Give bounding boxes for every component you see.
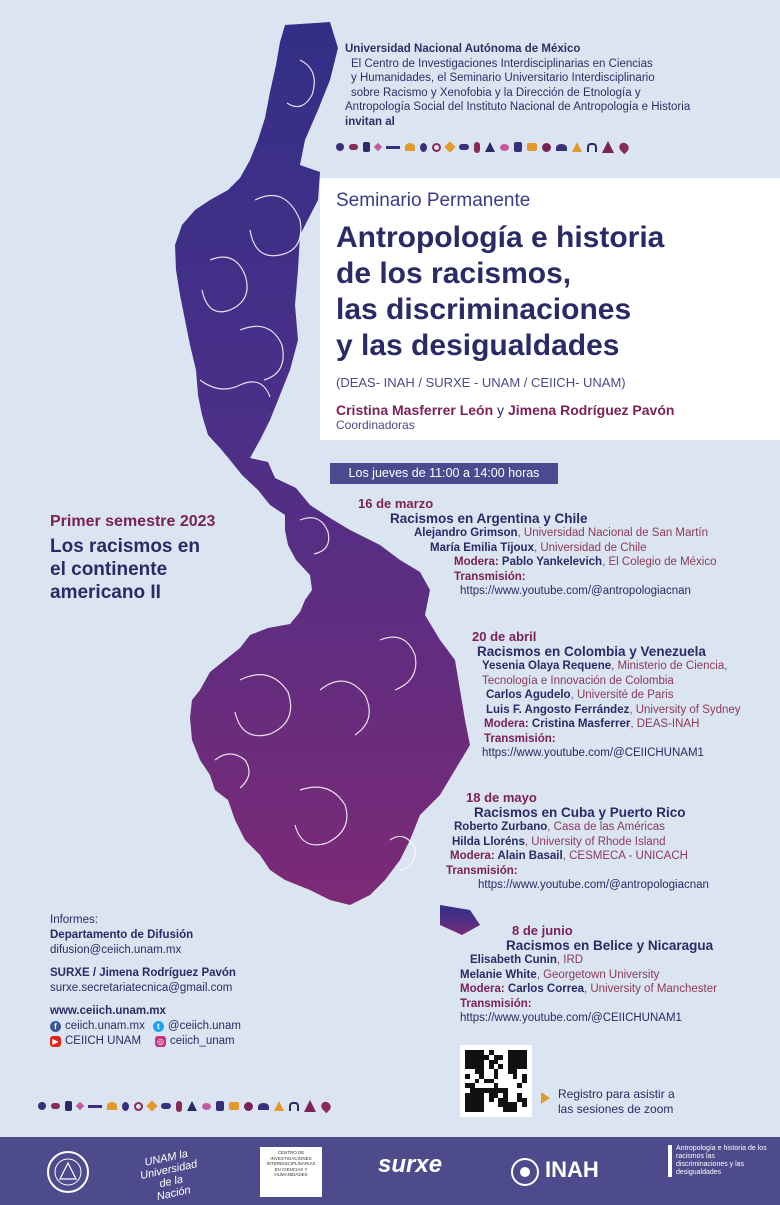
speaker-name: Elisabeth Cunin: [470, 954, 557, 966]
unam-seal-logo: [45, 1149, 91, 1195]
seminar-title: [336, 220, 776, 364]
speaker-name: Alejandro Grimson: [414, 527, 518, 539]
inah-logo: [545, 1157, 599, 1183]
speaker-name: María Emilia Tijoux: [430, 541, 534, 554]
facebook-icon: f: [50, 1021, 61, 1032]
moderator-name: Pablo Yankelevich: [501, 556, 603, 568]
seminario-logo-text: Antropología e historia de los racismos las discriminaciones y las desigualdades: [676, 1145, 767, 1176]
organizers-line: y Humanidades, el Seminario Universitario Interdisciplinario: [351, 72, 655, 84]
youtube-handle[interactable]: CEIICH UNAM: [65, 1035, 142, 1047]
session-title: Racismos en Cuba y Puerto Rico: [474, 804, 686, 820]
speaker-line: [472, 674, 772, 689]
speaker-institution: , Universidad Nacional de San Martín: [517, 527, 709, 539]
seminar-title-line: de los racismos,: [336, 257, 572, 290]
speaker-line: [358, 526, 758, 541]
website-link[interactable]: www.ceiich.unam.mx: [50, 1005, 166, 1017]
speaker-name: Roberto Zurbano: [454, 821, 548, 833]
institutions-text: (DEAS- INAH / SURXE - UNAM / CEIICH- UNAM): [336, 375, 626, 390]
surxe-email[interactable]: surxe.secretariatecnica@gmail.com: [50, 982, 233, 994]
semester-title-line: Los racismos en: [50, 536, 200, 557]
speaker-name: Hilda Lloréns: [452, 835, 525, 848]
moderator-name: Cristina Masferrer: [531, 718, 631, 730]
schedule-badge: Los jueves de 11:00 a 14:00 horas: [330, 463, 558, 484]
coordinators-label: Coordinadoras: [336, 418, 415, 432]
organizers-line: sobre Racismo y Xenofobia y la Dirección de Etnología y: [351, 86, 641, 99]
session-date: 18 de mayo: [466, 790, 537, 805]
moderator-label: Modera:: [484, 718, 532, 730]
session-card: [358, 497, 758, 599]
speaker-line: [472, 703, 772, 718]
university-name: Universidad Nacional Autónoma de México: [345, 43, 581, 55]
speaker-institution: , University of Sydney: [629, 703, 741, 716]
moderator-institution: , El Colegio de México: [602, 556, 717, 568]
transmission-label: Transmisión:: [454, 570, 526, 583]
info-label: Informes:: [50, 914, 98, 926]
instagram-handle[interactable]: ceiich_unam: [170, 1035, 235, 1047]
youtube-icon: ▶: [50, 1036, 61, 1047]
speaker-institution: , IRD: [556, 954, 584, 966]
speaker-institution: , Casa de las Américas: [547, 821, 665, 833]
ceiich-logo: [260, 1147, 322, 1197]
ceiich-logo-text: CENTRO DE INVESTIGACIONES INTERDISCIPLINARIAS EN CIENCIAS Y HUMANIDADES: [266, 1150, 316, 1177]
moderator-name: Alain Basail: [497, 850, 563, 862]
speaker-line: [454, 820, 776, 835]
speaker-line: [358, 541, 758, 556]
session-title: Racismos en Colombia y Venezuela: [477, 643, 706, 659]
speaker-line: [452, 835, 776, 850]
surxe-contact: SURXE / Jimena Rodríguez Pavón: [50, 967, 236, 979]
speaker-institution: , Georgetown University: [536, 968, 660, 981]
seminar-title-line: y las desigualdades: [336, 329, 620, 362]
session-date: 16 de marzo: [358, 496, 434, 511]
moderator-label: Modera:: [454, 556, 502, 568]
registration-qr-code[interactable]: [460, 1045, 532, 1117]
moderator-line: [472, 717, 772, 732]
session-card: [446, 790, 776, 893]
youtube-link[interactable]: https://www.youtube.com/@CEIICHUNAM1: [460, 1012, 682, 1024]
session-date: 20 de abril: [472, 629, 537, 644]
transmission-label: Transmisión:: [484, 732, 556, 745]
session-card: [472, 630, 772, 761]
speaker-institution: , Université de Paris: [570, 689, 674, 701]
organizers-block: [345, 42, 745, 129]
surxe-logo-text: surxe: [378, 1151, 443, 1178]
registration-line: Registro para asistir a: [558, 1087, 675, 1101]
session-date: 8 de junio: [512, 923, 573, 938]
unam-nacion-logo-text: UNAM la Universidad de la Nación: [139, 1147, 199, 1204]
registration-line: las sesiones de zoom: [558, 1102, 674, 1116]
seminar-title-line: Antropología e historia: [336, 221, 665, 254]
registration-text: [558, 1087, 675, 1117]
moderator-line: [460, 982, 770, 997]
decorative-shapes-top: [336, 141, 629, 153]
coordinator-and: y: [493, 402, 508, 418]
organizers-line: Antropología Social del Instituto Nacional de Antropología e Historia: [345, 101, 691, 113]
twitter-handle[interactable]: @ceiich.unam: [167, 1020, 241, 1032]
arrow-right-icon: [541, 1092, 550, 1104]
speaker-institution: , Ministerio de Ciencia,: [611, 660, 728, 672]
surxe-logo: [378, 1151, 442, 1179]
speaker-institution: Tecnología e Innovación de Colombia: [482, 674, 674, 687]
dept-name: Departamento de Difusión: [50, 929, 194, 941]
instagram-icon: ◎: [155, 1036, 166, 1047]
semester-label: Primer semestre 2023: [50, 513, 216, 530]
seminar-label: Seminario Permanente: [336, 190, 531, 211]
semester-title: [50, 535, 280, 604]
semester-title-line: el continente: [50, 559, 168, 580]
coordinator-name: Jimena Rodríguez Pavón: [507, 402, 675, 418]
speaker-institution: , Universidad de Chile: [533, 541, 647, 554]
inah-logo-text: INAH: [545, 1157, 599, 1182]
session-title: Racismos en Belice y Nicaragua: [506, 937, 714, 953]
facebook-handle[interactable]: ceiich.unam.mx: [65, 1020, 145, 1032]
transmission-label: Transmisión:: [460, 997, 532, 1010]
coordinator-name: Cristina Masferrer León: [336, 402, 494, 418]
social-row: [50, 1034, 310, 1049]
speaker-name: Luis F. Angosto Ferrández: [486, 703, 630, 716]
seminario-logo: [668, 1145, 768, 1177]
moderator-label: Modera:: [450, 850, 498, 862]
speaker-line: [472, 659, 772, 674]
twitter-icon: t: [153, 1021, 164, 1032]
semester-title-line: americano II: [50, 582, 161, 603]
unam-nacion-logo: [136, 1146, 205, 1205]
moderator-line: [358, 555, 758, 570]
moderator-institution: , CESMECA - UNICACH: [562, 850, 688, 862]
moderator-institution: , DEAS-INAH: [630, 718, 700, 730]
coordinators: [336, 402, 674, 418]
inah-emblem-icon: [508, 1155, 542, 1189]
speaker-name: Carlos Agudelo: [486, 689, 571, 701]
decorative-shapes-bottom: [38, 1100, 331, 1112]
invite-text: invitan al: [345, 115, 395, 128]
session-card: [460, 924, 770, 1026]
youtube-link[interactable]: https://www.youtube.com/@CEIICHUNAM1: [482, 747, 704, 759]
footer-logos-bar: [0, 1137, 780, 1205]
speaker-institution: , University of Rhode Island: [524, 835, 666, 848]
speaker-line: [460, 968, 770, 983]
session-title: Racismos en Argentina y Chile: [390, 510, 588, 526]
seminar-title-line: las discriminaciones: [336, 293, 632, 326]
moderator-label: Modera:: [460, 983, 508, 995]
youtube-link[interactable]: https://www.youtube.com/@antropologiacnan: [478, 879, 709, 891]
qr-pattern: [465, 1050, 527, 1112]
contact-block: [50, 913, 310, 1049]
speaker-name: Melanie White: [460, 968, 537, 981]
transmission-label: Transmisión:: [446, 864, 518, 877]
youtube-link[interactable]: https://www.youtube.com/@antropologiacnan: [460, 585, 691, 597]
social-row: [50, 1019, 310, 1034]
moderator-name: Carlos Correa: [507, 983, 584, 995]
speaker-line: [472, 688, 772, 703]
speaker-name: Yesenia Olaya Requene: [482, 660, 612, 672]
moderator-line: [450, 849, 776, 864]
speaker-line: [460, 953, 770, 968]
organizers-line: El Centro de Investigaciones Interdisciplinarias en Ciencias: [351, 57, 653, 70]
dept-email[interactable]: difusion@ceiich.unam.mx: [50, 944, 182, 956]
moderator-institution: , University of Manchester: [583, 983, 717, 995]
